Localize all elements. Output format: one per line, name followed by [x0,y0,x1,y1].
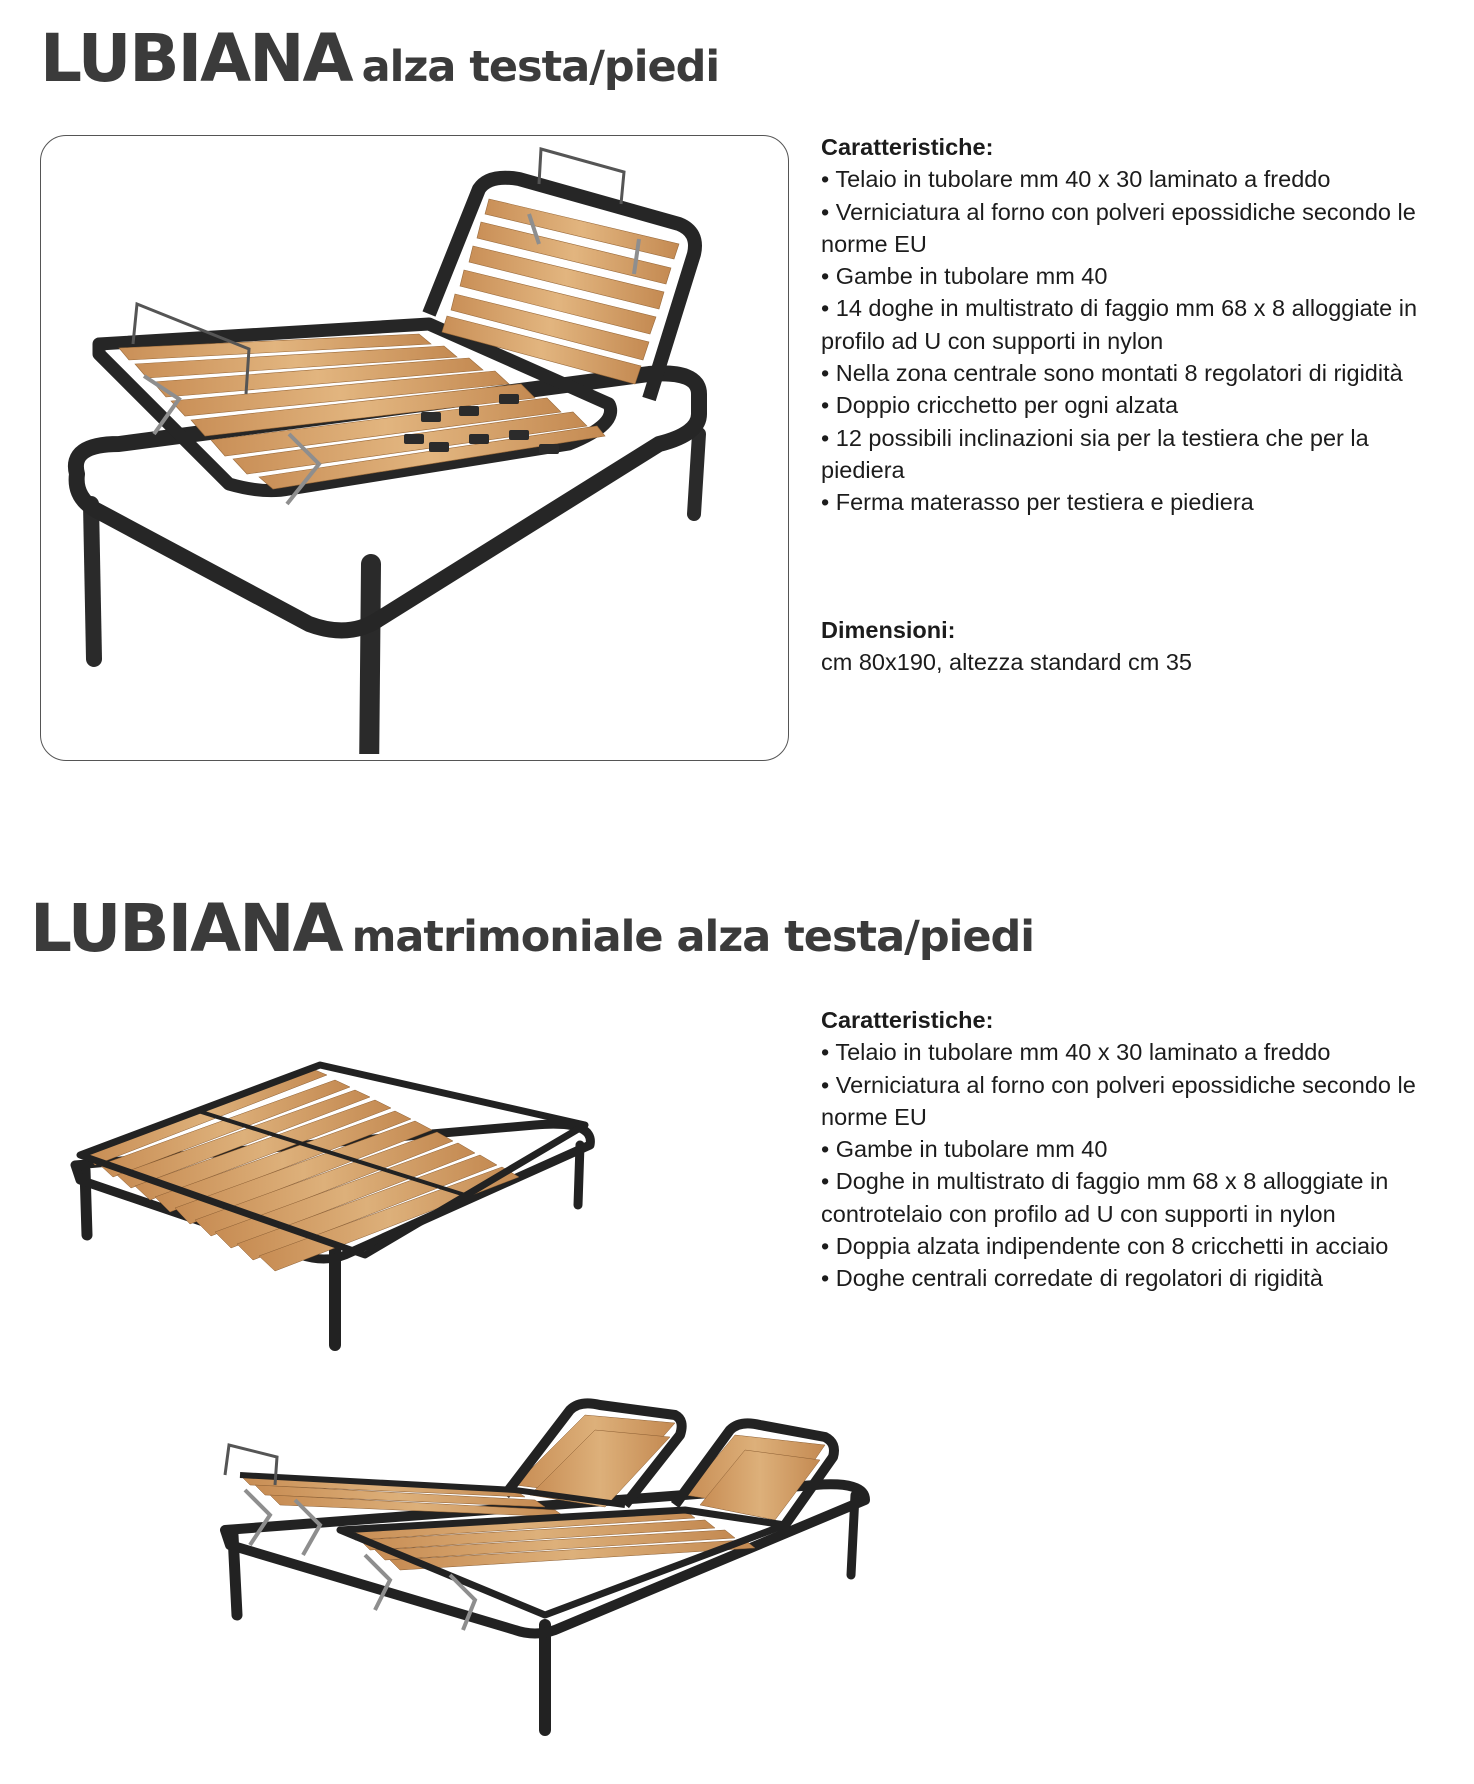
product1-photo-frame [40,135,789,761]
feature-item: • Nella zona centrale sono montati 8 regolatori di rigidità [821,360,1403,387]
product2-title [30,890,1034,967]
product1-features [821,131,1441,519]
product2-subtitle: matrimoniale alza testa/piedi [351,912,1035,962]
feature-item: • Verniciatura al forno con polveri epossidiche secondo le norme EU [821,1071,1416,1130]
feature-item: • Gambe in tubolare mm 40 [821,263,1108,290]
product2-features-list [821,1036,1441,1294]
product1-dimensions [821,614,1441,679]
single-bed-image [49,144,779,754]
feature-item: • Verniciatura al forno con polveri epossidiche secondo le norme EU [821,198,1416,257]
feature-item: • Telaio in tubolare mm 40 x 30 laminato a freddo [821,166,1331,193]
double-bed-raised-image [215,1385,885,1745]
feature-item: • 14 doghe in multistrato di faggio mm 68 x 8 alloggiate in profilo ad U con supporti in nylon [821,295,1418,354]
product1-features-list [821,163,1441,518]
feature-item: • Telaio in tubolare mm 40 x 30 laminato a freddo [821,1039,1331,1066]
product2-features-heading: Caratteristiche: [821,1007,994,1033]
product2-name: LUBIANA [30,890,342,967]
product1-dimensions-value: cm 80x190, altezza standard cm 35 [821,649,1192,676]
product1-subtitle: alza testa/piedi [361,42,720,92]
feature-item: • Doppia alzata indipendente con 8 cricchetti in acciaio [821,1233,1389,1260]
feature-item: • Doghe centrali corredate di regolatori di rigidità [821,1265,1323,1292]
product1-name: LUBIANA [40,20,352,97]
feature-item: • 12 possibili inclinazioni sia per la testiera che per la piediera [821,424,1369,483]
product2-features [821,1004,1441,1295]
double-bed-flat-image [65,1055,605,1355]
product1-dimensions-heading: Dimensioni: [821,617,956,643]
feature-item: • Gambe in tubolare mm 40 [821,1136,1108,1163]
feature-item: • Doghe in multistrato di faggio mm 68 x 8 alloggiate in controtelaio con profilo ad U con supporti in nylon [821,1168,1389,1227]
feature-item: • Ferma materasso per testiera e piediera [821,489,1254,516]
product1-features-heading: Caratteristiche: [821,134,994,160]
product1-title [40,20,719,97]
feature-item: • Doppio cricchetto per ogni alzata [821,392,1179,419]
